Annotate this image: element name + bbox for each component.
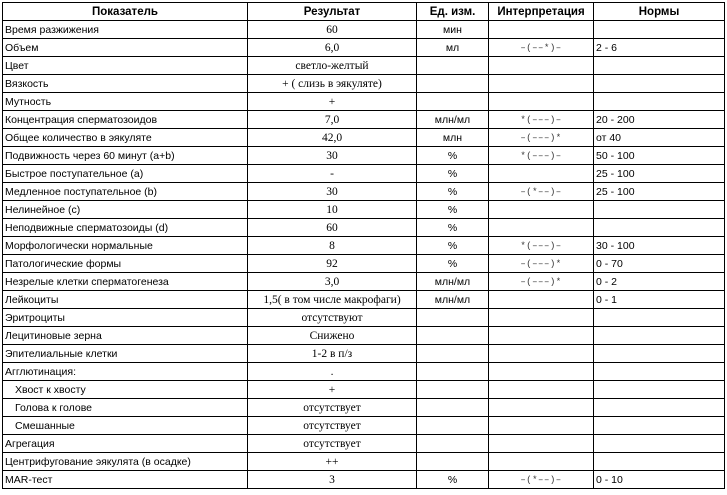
cell-norm	[594, 309, 725, 327]
cell-unit	[417, 309, 489, 327]
cell-norm	[594, 453, 725, 471]
cell-indicator: Эритроциты	[3, 309, 248, 327]
table-row	[3, 183, 725, 201]
results-table	[2, 2, 725, 489]
cell-interpretation	[489, 21, 594, 39]
cell-result: 60	[248, 219, 417, 237]
cell-unit: %	[417, 201, 489, 219]
cell-norm	[594, 219, 725, 237]
table-row	[3, 381, 725, 399]
cell-interpretation	[489, 327, 594, 345]
cell-interpretation: –(–––)*	[489, 129, 594, 147]
cell-norm	[594, 93, 725, 111]
cell-indicator: Патологические формы	[3, 255, 248, 273]
table-row	[3, 39, 725, 57]
cell-indicator: Медленное поступательное (b)	[3, 183, 248, 201]
cell-result: 92	[248, 255, 417, 273]
cell-norm	[594, 417, 725, 435]
cell-indicator: Незрелые клетки сперматогенеза	[3, 273, 248, 291]
table-row	[3, 309, 725, 327]
cell-unit	[417, 381, 489, 399]
header-indicator: Показатель	[3, 3, 248, 21]
cell-indicator: Морфологически нормальные	[3, 237, 248, 255]
cell-indicator: Время разжижения	[3, 21, 248, 39]
cell-interpretation	[489, 93, 594, 111]
cell-indicator: Вязкость	[3, 75, 248, 93]
cell-result: + ( слизь в эякуляте)	[248, 75, 417, 93]
cell-indicator: Объем	[3, 39, 248, 57]
cell-unit	[417, 435, 489, 453]
cell-indicator: Цвет	[3, 57, 248, 75]
cell-interpretation	[489, 201, 594, 219]
cell-indicator: MAR-тест	[3, 471, 248, 489]
cell-unit: %	[417, 219, 489, 237]
cell-unit	[417, 75, 489, 93]
cell-indicator: Центрифугование эякулята (в осадке)	[3, 453, 248, 471]
cell-unit: млн/мл	[417, 291, 489, 309]
cell-unit	[417, 345, 489, 363]
cell-indicator: Мутность	[3, 93, 248, 111]
cell-result: 3	[248, 471, 417, 489]
cell-result: Снижено	[248, 327, 417, 345]
cell-unit: млн/мл	[417, 111, 489, 129]
cell-result: 60	[248, 21, 417, 39]
cell-unit: %	[417, 147, 489, 165]
cell-interpretation: –(––*)–	[489, 39, 594, 57]
cell-indicator: Хвост к хвосту	[3, 381, 248, 399]
table-row	[3, 57, 725, 75]
cell-norm: 2 - 6	[594, 39, 725, 57]
cell-result: 3,0	[248, 273, 417, 291]
cell-norm: 50 - 100	[594, 147, 725, 165]
cell-unit: мин	[417, 21, 489, 39]
cell-interpretation: –(*––)–	[489, 183, 594, 201]
cell-unit	[417, 363, 489, 381]
cell-interpretation: –(*––)–	[489, 471, 594, 489]
cell-unit	[417, 93, 489, 111]
cell-result: 30	[248, 147, 417, 165]
header-result: Результат	[248, 3, 417, 21]
cell-unit	[417, 327, 489, 345]
cell-unit	[417, 399, 489, 417]
cell-indicator: Быстрое поступательное (a)	[3, 165, 248, 183]
cell-interpretation	[489, 345, 594, 363]
cell-result: 1,5( в том числе макрофаги)	[248, 291, 417, 309]
cell-result: 10	[248, 201, 417, 219]
table-row	[3, 291, 725, 309]
cell-indicator: Концентрация сперматозоидов	[3, 111, 248, 129]
cell-interpretation	[489, 453, 594, 471]
cell-interpretation: *(–––)–	[489, 147, 594, 165]
cell-unit: мл	[417, 39, 489, 57]
table-row	[3, 471, 725, 489]
cell-interpretation	[489, 75, 594, 93]
cell-interpretation	[489, 363, 594, 381]
table-row	[3, 75, 725, 93]
cell-result: 7,0	[248, 111, 417, 129]
cell-norm: 0 - 2	[594, 273, 725, 291]
table-row	[3, 345, 725, 363]
cell-norm: 0 - 1	[594, 291, 725, 309]
cell-indicator: Подвижность через 60 минут (a+b)	[3, 147, 248, 165]
cell-norm	[594, 21, 725, 39]
table-row	[3, 273, 725, 291]
cell-norm: 25 - 100	[594, 165, 725, 183]
cell-result: 6,0	[248, 39, 417, 57]
header-row	[3, 3, 725, 21]
cell-unit: %	[417, 165, 489, 183]
cell-interpretation	[489, 417, 594, 435]
cell-interpretation	[489, 165, 594, 183]
cell-interpretation	[489, 399, 594, 417]
cell-interpretation	[489, 219, 594, 237]
cell-norm: 0 - 10	[594, 471, 725, 489]
cell-result: отсутствует	[248, 435, 417, 453]
header-unit: Ед. изм.	[417, 3, 489, 21]
cell-unit: %	[417, 471, 489, 489]
cell-indicator: Лейкоциты	[3, 291, 248, 309]
header-interpretation: Интерпретация	[489, 3, 594, 21]
cell-indicator: Агрегация	[3, 435, 248, 453]
table-row	[3, 453, 725, 471]
table-row	[3, 255, 725, 273]
table-row	[3, 111, 725, 129]
cell-norm	[594, 75, 725, 93]
cell-unit: %	[417, 183, 489, 201]
header-norms: Нормы	[594, 3, 725, 21]
cell-indicator: Неподвижные сперматозоиды (d)	[3, 219, 248, 237]
cell-result: 42,0	[248, 129, 417, 147]
cell-interpretation: –(–––)*	[489, 255, 594, 273]
cell-indicator: Общее количество в эякуляте	[3, 129, 248, 147]
table-row	[3, 201, 725, 219]
cell-norm	[594, 57, 725, 75]
cell-unit: млн/мл	[417, 273, 489, 291]
cell-indicator: Нелинейное (c)	[3, 201, 248, 219]
cell-indicator: Лецитиновые зерна	[3, 327, 248, 345]
cell-interpretation: *(–––)–	[489, 111, 594, 129]
cell-result: 1-2 в п/з	[248, 345, 417, 363]
cell-norm: 20 - 200	[594, 111, 725, 129]
cell-norm	[594, 435, 725, 453]
cell-interpretation	[489, 291, 594, 309]
cell-interpretation: –(–––)*	[489, 273, 594, 291]
table-row	[3, 399, 725, 417]
cell-indicator: Голова к голове	[3, 399, 248, 417]
cell-indicator: Смешанные	[3, 417, 248, 435]
cell-result: +	[248, 381, 417, 399]
table-row	[3, 417, 725, 435]
cell-result: ++	[248, 453, 417, 471]
cell-interpretation	[489, 309, 594, 327]
table-row	[3, 237, 725, 255]
cell-unit	[417, 453, 489, 471]
cell-unit	[417, 417, 489, 435]
table-row	[3, 219, 725, 237]
cell-unit: %	[417, 237, 489, 255]
cell-interpretation	[489, 435, 594, 453]
table-row	[3, 147, 725, 165]
cell-result: отсутствует	[248, 399, 417, 417]
table-row	[3, 129, 725, 147]
table-row	[3, 435, 725, 453]
table-row	[3, 165, 725, 183]
cell-norm: 30 - 100	[594, 237, 725, 255]
cell-result: отсутствуют	[248, 309, 417, 327]
cell-unit: млн	[417, 129, 489, 147]
cell-indicator: Агглютинация:	[3, 363, 248, 381]
cell-norm	[594, 381, 725, 399]
cell-norm	[594, 399, 725, 417]
cell-norm: 25 - 100	[594, 183, 725, 201]
table-row	[3, 363, 725, 381]
cell-interpretation	[489, 381, 594, 399]
cell-result: -	[248, 165, 417, 183]
cell-norm: 0 - 70	[594, 255, 725, 273]
cell-norm	[594, 345, 725, 363]
cell-indicator: Эпителиальные клетки	[3, 345, 248, 363]
cell-unit: %	[417, 255, 489, 273]
cell-interpretation	[489, 57, 594, 75]
cell-result: .	[248, 363, 417, 381]
cell-unit	[417, 57, 489, 75]
cell-result: 30	[248, 183, 417, 201]
cell-norm	[594, 327, 725, 345]
table-row	[3, 327, 725, 345]
table-row	[3, 93, 725, 111]
cell-norm	[594, 201, 725, 219]
cell-result: отсутствует	[248, 417, 417, 435]
cell-result: 8	[248, 237, 417, 255]
cell-norm: от 40	[594, 129, 725, 147]
table-row	[3, 21, 725, 39]
cell-result: +	[248, 93, 417, 111]
cell-norm	[594, 363, 725, 381]
cell-result: светло-желтый	[248, 57, 417, 75]
cell-interpretation: *(–––)–	[489, 237, 594, 255]
